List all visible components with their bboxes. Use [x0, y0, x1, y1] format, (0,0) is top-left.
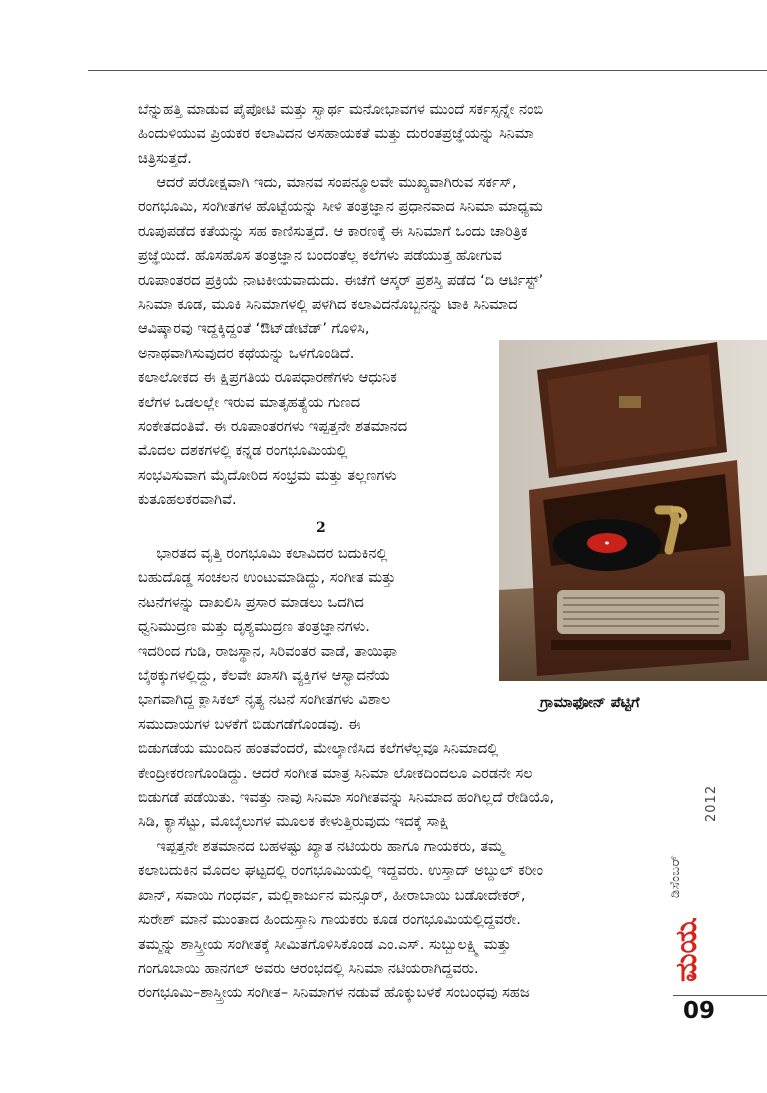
text-line: ಇಪ್ಪತ್ತನೇ ಶತಮಾನದ ಬಹಳಷ್ಟು ಖ್ಯಾತ ನಟಿಯರು ಹಾಗೂ ಗಾಯಕರು, ತಮ್ಮ — [138, 839, 504, 855]
paragraph-1 — [138, 98, 543, 171]
paragraph-3 — [138, 542, 554, 835]
text-line: ಅನಾಥವಾಗಿಸುವುದರ ಕಥೆಯನ್ನು ಒಳಗೊಂಡಿದೆ. — [138, 345, 355, 362]
text-line: ರಂಗಭೂಮಿ, ಸಂಗೀತಗಳ ಹೊಟ್ಟೆಯನ್ನು ಸೀಳಿ ತಂತ್ರಜ್ಞಾನ ಪ್ರಧಾನವಾದ ಸಿನಿಮಾ ಮಾಧ್ಯಮ — [138, 199, 543, 216]
text-line: ಖಾನ್, ಸವಾಯಿ ಗಂಧರ್ವ, ಮಲ್ಲಿಕಾರ್ಜುನ ಮನ್ಸೂರ್, ಹೀರಾಬಾಯಿ ಬಡೋದೇಕರ್, — [138, 887, 526, 904]
text-line: ಸಂಕೇತದಂತಿವೆ. ಈ ರೂಪಾಂತರಗಳು ಇಪ್ಪತ್ತನೇ ಶತಮಾನದ — [138, 419, 408, 436]
text-line: ಇದರಿಂದ ಗುಡಿ, ರಾಜಸ್ಥಾನ, ಸಿರಿವಂತರ ವಾಡೆ, ತಾಯಿಫಾ — [138, 643, 398, 660]
text-line: ಬೈಠಕ್ಕುಗಳಲ್ಲಿದ್ದು, ಕೆಲವೇ ಖಾಸಗಿ ವ್ಯಕ್ತಿಗಳ ಆಸ್ವಾದನೆಯ — [138, 668, 390, 685]
text-line: ಗಂಗೂಬಾಯಿ ಹಾನಗಲ್ ಅವರು ಆರಂಭದಲ್ಲಿ ಸಿನಿಮಾ ನಟಿಯರಾಗಿದ್ದವರು. — [138, 961, 479, 978]
text-line: ಬಹುದೊಡ್ಡ ಸಂಚಲನ ಉಂಟುಮಾಡಿದ್ದು, ಸಂಗೀತ ಮತ್ತು — [138, 570, 396, 587]
text-line: ಧ್ವನಿಮುದ್ರಣ ಮತ್ತು ದೃಶ್ಯಮುದ್ರಣ ತಂತ್ರಜ್ಞಾನಗಳು. — [138, 619, 370, 636]
text-line: ನಟನೆಗಳನ್ನು ದಾಖಲಿಸಿ ಪ್ರಸಾರ ಮಾಡಲು ಒದಗಿದ — [138, 594, 364, 611]
text-line: ತಮ್ಮನ್ನು ಶಾಸ್ತ್ರೀಯ ಸಂಗೀತಕ್ಕೆ ಸೀಮಿತಗೊಳಿಸಿಕೊಂಡ ಎಂ.ಎಸ್. ಸುಬ್ಬುಲಕ್ಷ್ಮಿ ಮತ್ತು — [138, 936, 512, 953]
mayura-logo — [650, 918, 714, 982]
figure-caption: ಗ್ರಾಮಾಫೋನ್ ಪೆಟ್ಟಿಗೆ — [540, 695, 640, 711]
text-line: ಸಮುದಾಯಗಳ ಬಳಕೆಗೆ ಬಿಡುಗಡೆಗೊಂಡವು. ಈ — [138, 716, 361, 733]
text-line: ಆದರೆ ಪರೋಕ್ಷವಾಗಿ ಇದು, ಮಾನವ ಸಂಪನ್ಮೂಲವೇ ಮುಖ್ಯವಾಗಿರುವ ಸರ್ಕಸ್, — [138, 175, 517, 191]
text-line: ಸುರೇಶ್ ಮಾನೆ ಮುಂತಾದ ಹಿಂದುಸ್ತಾನಿ ಗಾಯಕರು ಕೂಡ ರಂಗಭೂಮಿಯಲ್ಲಿದ್ದವರೇ. — [138, 912, 521, 929]
gramophone-photo — [499, 340, 767, 681]
issue-month: ಡಿಸೆಂಬರ್ — [668, 854, 683, 898]
text-line: ಕಲಾಬದುಕಿನ ಮೊದಲ ಘಟ್ಟದಲ್ಲಿ ರಂಗಭೂಮಿಯಲ್ಲಿ ಇದ್ದವರು. ಉಸ್ತಾದ್ ಅಬ್ದುಲ್ ಕರೀಂ — [138, 863, 544, 880]
text-line: ಸಿನಿಮಾ ಕೂಡ, ಮೂಕಿ ಸಿನಿಮಾಗಳಲ್ಲಿ ಪಳಗಿದ ಕಲಾವಿದನೊಬ್ಬನನ್ನು ಟಾಕಿ ಸಿನಿಮಾದ — [138, 297, 518, 314]
text-line: ಹಿಂದುಳಿಯುವ ಪ್ರಿಯಕರ ಕಲಾವಿದನ ಅಸಹಾಯಕತೆ ಮತ್ತು ದುರಂತಪ್ರಜ್ಞೆಯನ್ನು ಸಿನಿಮಾ — [138, 126, 534, 143]
text-line: ಆವಿಷ್ಕಾರವು ಇದ್ದಕ್ಕಿದ್ದಂತೆ ‘ಔಟ್‌ಡೇಟೆಡ್’ ಗೊಳಿಸಿ, — [138, 321, 370, 338]
text-line: ಬಿಡುಗಡೆ ಪಡೆಯಿತು. ಇವತ್ತು ನಾವು ಸಿನಿಮಾ ಸಂಗೀತವನ್ನು ಸಿನಿಮಾದ ಹಂಗಿಲ್ಲದೆ ರೇಡಿಯೊ, — [138, 790, 555, 807]
top-rule — [88, 70, 767, 71]
text-line: ಕೇಂದ್ರೀಕರಣಗೊಂಡಿದ್ದು. ಆದರೆ ಸಂಗೀತ ಮಾತ್ರ ಸಿನಿಮಾ ಲೋಕದಿಂದಲೂ ಎರಡನೇ ಸಲ — [138, 765, 533, 782]
section-number: 2 — [316, 520, 326, 536]
text-line: ಪ್ರಜ್ಞೆಯಿದೆ. ಹೊಸಹೊಸ ತಂತ್ರಜ್ಞಾನ ಬಂದಂತೆಲ್ಲ ಕಲೆಗಳು ಪಡೆಯುತ್ತ ಹೋಗುವ — [138, 248, 502, 265]
mayura-logo-text: ಮಯೂರ — [669, 918, 704, 982]
text-line: ಭಾಗವಾಗಿದ್ದ ಕ್ಲಾಸಿಕಲ್ ನೃತ್ಯ ನಟನೆ ಸಂಗೀತಗಳು ವಿಶಾಲ — [138, 692, 391, 709]
issue-year: 2012 — [704, 784, 719, 822]
paragraph-4 — [138, 835, 543, 1006]
text-line: ಬಿಡುಗಡೆಯ ಮುಂದಿನ ಹಂತವೆಂದರೆ, ಮೇಲ್ಕಾಣಿಸಿದ ಕಲೆಗಳೆಲ್ಲವೂ ಸಿನಿಮಾದಲ್ಲಿ — [138, 741, 499, 758]
text-line: ಕಲೆಗಳ ಒಡಲಲ್ಲೇ ಇರುವ ಮಾತೃಹತ್ಯೆಯ ಗುಣದ — [138, 394, 361, 411]
paragraph-2 — [138, 171, 543, 513]
text-line: ರೂಪುಪಡೆದ ಕತೆಯನ್ನು ಸಹ ಕಾಣಿಸುತ್ತದೆ. ಆ ಕಾರಣಕ್ಕೆ ಈ ಸಿನಿಮಾಗೆ ಒಂದು ಚಾರಿತ್ರಿಕ — [138, 223, 528, 240]
text-line: ಸಂಭವಿಸುವಾಗ ಮೈದೋರಿದ ಸಂಭ್ರಮ ಮತ್ತು ತಲ್ಲಣಗಳು — [138, 467, 397, 484]
text-line: ಸಿಡಿ, ಕ್ಯಾಸೆಟ್ಟು, ಮೊಬೈಲುಗಳ ಮೂಲಕ ಕೇಳುತ್ತಿರುವುದು ಇದಕ್ಕೆ ಸಾಕ್ಷಿ — [138, 814, 449, 831]
text-line: ಚಿತ್ರಿಸುತ್ತದೆ. — [138, 150, 192, 167]
text-line: ರೂಪಾಂತರದ ಪ್ರಕ್ರಿಯೆ ನಾಟಕೀಯವಾದುದು. ಈಚೆಗೆ ಆಸ್ಕರ್ ಪ್ರಶಸ್ತಿ ಪಡೆದ ‘ದಿ ಆರ್ಟಿಸ್ಟ್’ — [138, 272, 544, 289]
text-line: ರಂಗಭೂಮಿ–ಶಾಸ್ತ್ರೀಯ ಸಂಗೀತ– ಸಿನಿಮಾಗಳ ನಡುವೆ ಹೊಕ್ಕುಬಳಕೆ ಸಂಬಂಧವು ಸಹಜ — [138, 985, 530, 1002]
page-number: 09 — [683, 998, 716, 1024]
text-line: ಕಲಾಲೋಕದ ಈ ಕ್ಷಿಪ್ರಗತಿಯ ರೂಪಧಾರಣೆಗಳು ಆಧುನಿಕ — [138, 370, 397, 387]
text-line: ಮೊದಲ ದಶಕಗಳಲ್ಲಿ ಕನ್ನಡ ರಂಗಭೂಮಿಯಲ್ಲಿ — [138, 443, 348, 460]
text-line: ಭಾರತದ ವೃತ್ತಿ ರಂಗಭೂಮಿ ಕಲಾವಿದರ ಬದುಕಿನಲ್ಲಿ — [138, 546, 388, 562]
text-line: ಕುತೂಹಲಕರವಾಗಿವೆ. — [138, 492, 237, 509]
bottom-rule — [673, 995, 767, 996]
text-line: ಬೆನ್ನುಹತ್ತಿ ಮಾಡುವ ಪೈಪೋಟಿ ಮತ್ತು ಸ್ವಾರ್ಥ ಮನೋಭಾವಗಳ ಮುಂದೆ ಸರ್ಕಸ್ಸನ್ನೇ ನಂಬಿ — [138, 102, 544, 118]
